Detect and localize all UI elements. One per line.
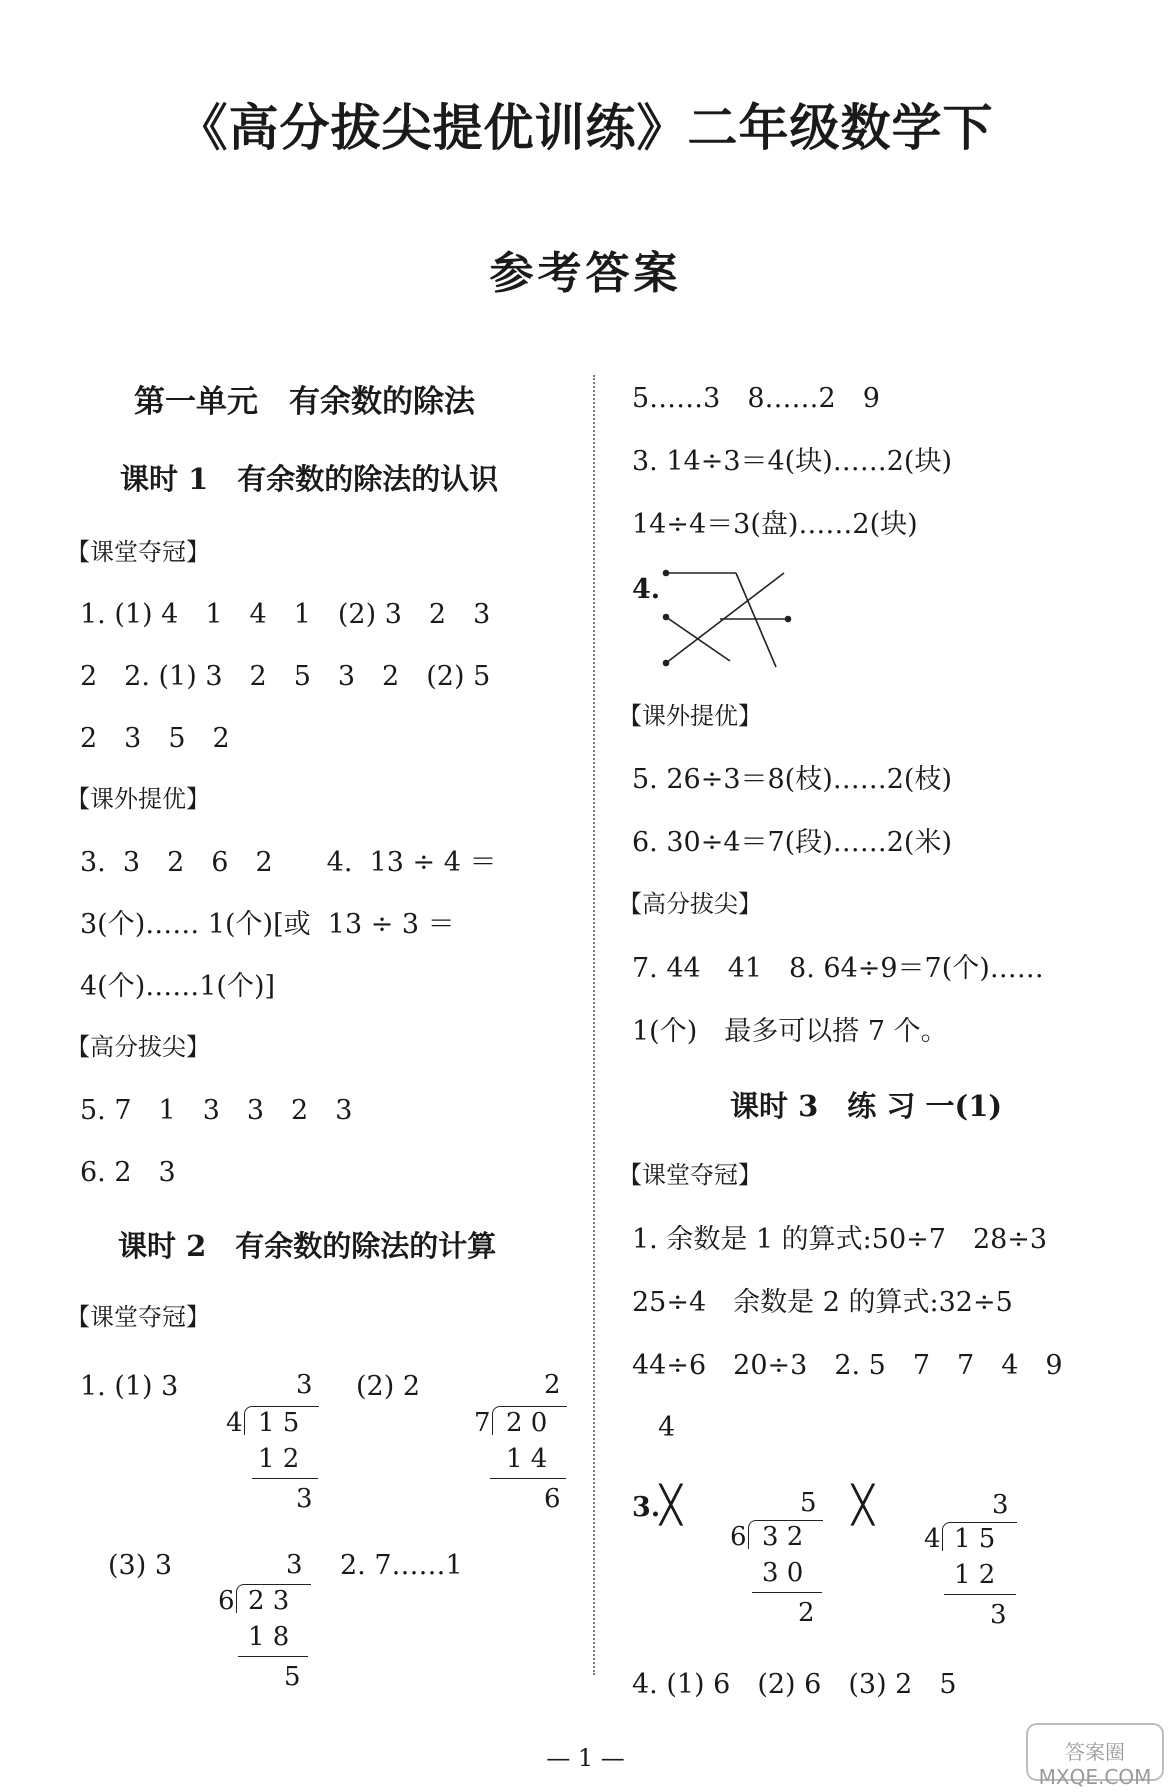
subtraction-line — [252, 1478, 318, 1479]
match-dot — [664, 661, 669, 666]
dividend: 1 5 — [954, 1524, 996, 1554]
cross-mark-icon: ╳ — [660, 1485, 682, 1526]
answer-line: 1. (1) 4 1 4 1 (2) 3 2 3 — [80, 599, 491, 630]
dividend: 1 5 — [258, 1408, 300, 1438]
subtraction-line — [238, 1656, 308, 1657]
answer-line: 2. 7……1 — [340, 1550, 463, 1581]
answer-line: 1. (1) 3 — [80, 1371, 179, 1402]
answer-line: 3. 14÷3＝4(块)……2(块) — [632, 446, 952, 477]
product: 3 0 — [762, 1558, 804, 1588]
answer-line: 25÷4 余数是 2 的算式:32÷5 — [632, 1287, 1013, 1318]
dividend: 2 3 — [248, 1586, 290, 1616]
answer-line: 5. 26÷3＝8(枝)……2(枝) — [632, 764, 952, 795]
answer-line: 3. 3 2 6 2 4. 13 ÷ 4 ＝ — [80, 847, 497, 878]
answer-line: 4 — [658, 1412, 676, 1443]
match-dot — [664, 571, 669, 576]
long-division — [218, 1552, 310, 1692]
section-label-kewai: 【课外提优】 — [618, 702, 762, 730]
subtraction-line — [752, 1592, 822, 1593]
lesson-1-title: 课时 1 有余数的除法的认识 — [120, 462, 499, 496]
answer-line: (2) 2 — [356, 1371, 421, 1402]
product: 1 8 — [248, 1622, 290, 1652]
divisor: 4 — [924, 1524, 941, 1554]
unit-title: 第一单元 有余数的除法 — [134, 384, 475, 420]
answer-line: 2 3 5 2 — [80, 723, 230, 754]
section-label-gaofen: 【高分拔尖】 — [66, 1033, 210, 1061]
answer-line: 3(个)…… 1(个)[或 13 ÷ 3 ＝ — [80, 909, 455, 940]
answer-line: (3) 3 — [108, 1550, 173, 1581]
page-title: 《高分拔尖提优训练》二年级数学下 — [177, 98, 994, 157]
subtraction-line — [490, 1478, 566, 1479]
lesson-2-title: 课时 2 有余数的除法的计算 — [118, 1229, 497, 1263]
remainder: 6 — [544, 1484, 561, 1514]
quotient: 3 — [286, 1550, 303, 1580]
dividend: 3 2 — [762, 1522, 804, 1552]
divisor: 6 — [730, 1522, 747, 1552]
answer-line: 5……3 8……2 9 — [632, 383, 880, 414]
answer-line: 1(个) 最多可以搭 7 个。 — [632, 1016, 948, 1047]
product: 1 2 — [954, 1560, 996, 1590]
remainder: 3 — [296, 1484, 313, 1514]
divisor: 7 — [474, 1408, 491, 1438]
matching-lines-diagram — [660, 565, 800, 675]
page-number: — 1 — — [546, 1744, 625, 1772]
long-division — [474, 1372, 566, 1512]
section-label-kewai: 【课外提优】 — [66, 785, 210, 813]
answer-line: 14÷4＝3(盘)……2(块) — [632, 509, 918, 540]
watermark-text: 答案圈 MXQE.COM — [1038, 1740, 1152, 1789]
dividend: 2 0 — [506, 1408, 548, 1438]
answer-line: 3. — [632, 1492, 661, 1523]
divisor: 4 — [226, 1408, 243, 1438]
match-dot — [664, 615, 669, 620]
answer-line: 4. — [632, 574, 661, 605]
product: 1 4 — [506, 1444, 548, 1474]
lesson-3-title: 课时 3 练 习 一(1) — [730, 1089, 1003, 1123]
answer-line: 4(个)……1(个)] — [80, 971, 276, 1002]
long-division — [730, 1490, 822, 1630]
divisor: 6 — [218, 1586, 235, 1616]
match-dot — [786, 617, 791, 622]
answer-line: 2 2. (1) 3 2 5 3 2 (2) 5 — [80, 661, 491, 692]
answer-line: 6. 30÷4＝7(段)……2(米) — [632, 827, 952, 858]
section-label-ketang: 【课堂夺冠】 — [66, 538, 210, 566]
answer-line: 44÷6 20÷3 2. 5 7 7 4 9 — [632, 1350, 1063, 1381]
answer-line: 7. 44 41 8. 64÷9＝7(个)…… — [632, 953, 1044, 984]
remainder: 2 — [798, 1598, 815, 1628]
answer-line: 1. 余数是 1 的算式:50÷7 28÷3 — [632, 1224, 1048, 1255]
match-line — [666, 573, 784, 663]
remainder: 3 — [990, 1600, 1007, 1630]
product: 1 2 — [258, 1444, 300, 1474]
quotient: 3 — [992, 1490, 1009, 1520]
remainder: 5 — [284, 1662, 301, 1692]
quotient: 2 — [544, 1370, 561, 1400]
match-line — [736, 573, 776, 667]
section-label-ketang: 【课堂夺冠】 — [66, 1303, 210, 1331]
long-division — [226, 1372, 318, 1512]
section-label-gaofen: 【高分拔尖】 — [618, 890, 762, 918]
quotient: 3 — [296, 1370, 313, 1400]
page-subtitle: 参考答案 — [489, 248, 682, 299]
watermark — [1025, 1722, 1165, 1789]
answer-line: 4. (1) 6 (2) 6 (3) 2 5 — [632, 1669, 957, 1700]
cross-mark-icon: ╳ — [852, 1485, 874, 1526]
subtraction-line — [944, 1594, 1016, 1595]
quotient: 5 — [800, 1488, 817, 1518]
long-division — [924, 1492, 1016, 1632]
answer-line: 5. 7 1 3 3 2 3 — [80, 1095, 353, 1126]
answer-line: 6. 2 3 — [80, 1157, 176, 1188]
column-divider — [593, 375, 595, 1675]
section-label-ketang: 【课堂夺冠】 — [618, 1161, 762, 1189]
